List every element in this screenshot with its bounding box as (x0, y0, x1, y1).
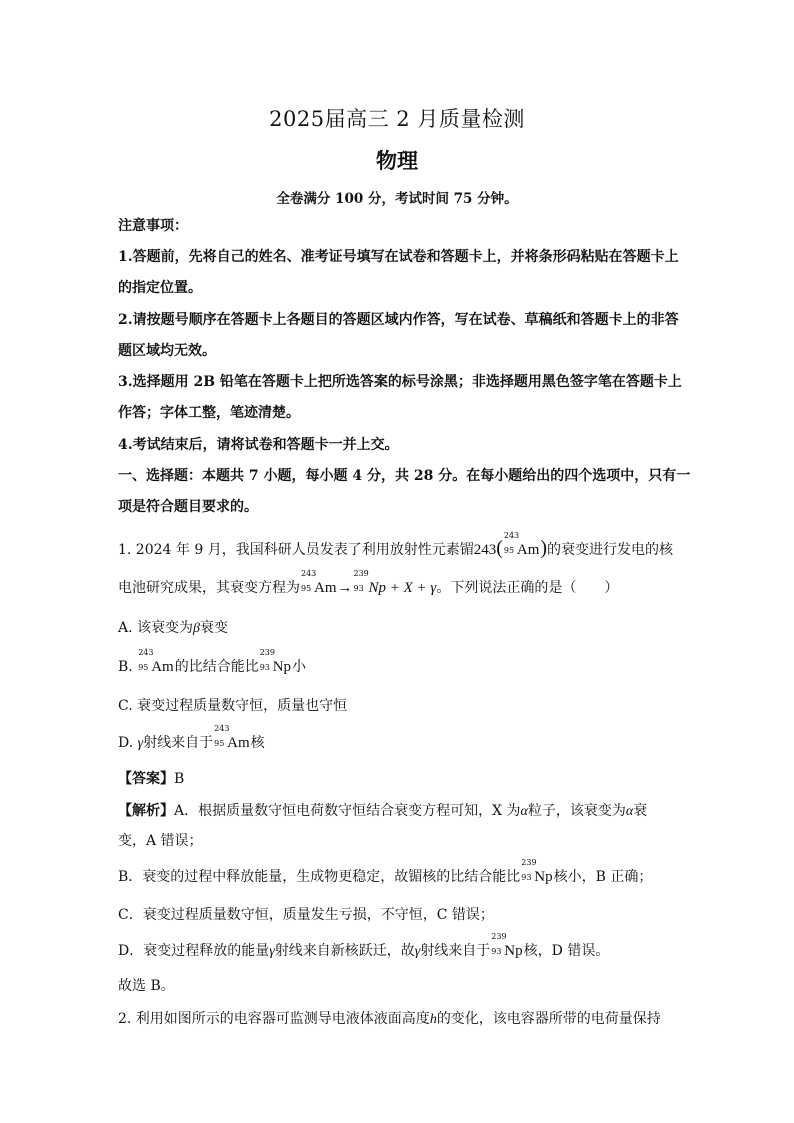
q1-option-a: A. 该衰变为β衰变 (118, 620, 228, 636)
q1-option-c: C. 衰变过程质量数守恒，质量也守恒 (118, 698, 348, 714)
q1-analysis-b: B．衰变的过程中释放能量，生成物更稳定，故镅核的比结合能比 239 93 Np核小，B 正确； (118, 858, 653, 885)
note-2-line-2: 题区域均无效。 (118, 343, 216, 359)
note-2-line-1: 2.请按题号顺序在答题卡上各题目的答题区域内作答，写在试卷、草稿纸和答题卡上的非答 (118, 312, 679, 328)
note-1-line-2: 的指定位置。 (118, 280, 202, 296)
exam-meta: 全卷满分 100 分，考试时间 75 分钟。 (276, 191, 518, 207)
page-title: 2025届高三 2 月质量检测 (269, 107, 525, 131)
notes-heading: 注意事项： (118, 218, 188, 234)
note-3-line-2: 作答；字体工整，笔迹清楚。 (118, 405, 300, 421)
q1-stem-line-2 (118, 569, 683, 599)
q1-stem-line-1: 1. 2024 年 9 月，我国科研人员发表了利用放射性元素镅243( 243 95 Am)的衰变进行发电的核 (118, 531, 674, 559)
q1-analysis-line-2: 变，A 错误； (118, 833, 203, 849)
note-3-line-1: 3.选择题用 2B 铅笔在答题卡上把所选答案的标号涂黑；非选择题用黑色签字笔在答题卡上 (118, 374, 682, 390)
q1-stem-243: 243 (473, 542, 497, 558)
q1-analysis-d: D．衰变过程释放的能量γ射线来自新核跃迁，故γ射线来自于 239 93 Np核，D 错误。 (118, 932, 610, 959)
subject-title: 物理 (376, 148, 418, 173)
q1-conclusion: 故选 B。 (118, 978, 175, 994)
q1-eq-arrow: → (337, 580, 353, 596)
note-1-line-1: 1.答题前，先将自己的姓名、准考证号填写在试卷和答题卡上，并将条形码粘贴在答题卡上 (118, 249, 679, 265)
section-1-line-2: 项是符合题目要求的。 (118, 499, 258, 515)
q1-eq-am: 243 95 Am (301, 569, 337, 596)
q1-answer: 【答案】B (118, 771, 185, 787)
q1-nuclide-am: 243 95 Am (503, 531, 540, 558)
q1-stem-text-c: 电池研究成果，其衰变方程为 (118, 580, 300, 596)
note-4: 4.考试结束后，请将试卷和答题卡一并上交。 (118, 437, 399, 453)
q1-option-b: B. 243 95 Am的比结合能比 239 93 Np小 (118, 648, 307, 675)
q1-stem-text-d: 。下列说法正确的是（ ） (436, 580, 619, 596)
q1-eq-products: Np + X + γ (368, 580, 437, 596)
q1-option-d: D. γ射线来自于 243 95 Am核 (118, 724, 265, 751)
q2-stem-line-1: 2. 利用如图所示的电容器可监测导电液体液面高度h的变化，该电容器所带的电荷量保持 (118, 1011, 661, 1027)
q1-stem-text-b: 的衰变进行发电的核 (547, 542, 674, 558)
q1-stem-text-a: 1. 2024 年 9 月，我国科研人员发表了利用放射性元素镅 (118, 542, 474, 558)
section-1-line-1: 一、选择题：本题共 7 小题，每小题 4 分，共 28 分。在每小题给出的四个选项中，只有一 (118, 468, 691, 484)
q1-analysis-c: C．衰变过程质量数守恒，质量发生亏损，不守恒，C 错误； (118, 907, 494, 923)
q1-eq-np: 239 93 (353, 569, 369, 593)
q1-analysis-line-1: 【解析】A．根据质量数守恒电荷数守恒结合衰变方程可知，X 为α粒子，该衰变为α衰 (118, 803, 648, 819)
